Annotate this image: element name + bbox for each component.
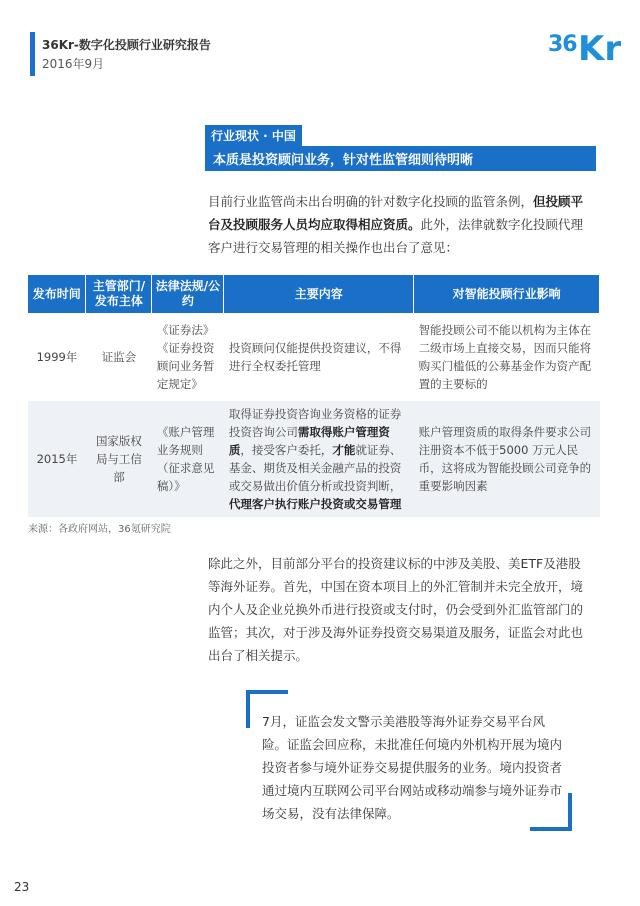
cell-law: 《证券法》《证券投资顾问业务暂定规定》 (152, 313, 224, 401)
report-title: 36Kr-数字化投顾行业研究报告 (42, 38, 211, 52)
policy-table (28, 275, 600, 517)
report-date: 2016年9月 (42, 57, 105, 71)
content-text-c: ，接受客户委托， (240, 443, 333, 457)
intro-bold-text: 但投顾平台及投顾服务人员均应取得相应资质。 (208, 194, 584, 232)
col-header-dept: 主管部门/发布主体 (86, 275, 152, 313)
logo-number: 36 (548, 32, 577, 57)
cell-time: 1999年 (28, 313, 86, 401)
content-bold-d: 才能 (332, 443, 356, 457)
logo-letters: Kr (578, 29, 622, 69)
section-subtitle: 本质是投资顾问业务，针对性监管细则待明晰 (205, 146, 596, 171)
section-tag: 行业现状 · 中国 (205, 125, 302, 146)
intro-text-3: 此外，法律就数字化投顾代理客户进行交易管理的相关操作也出台了意见： (208, 217, 584, 255)
header-accent-bar (30, 32, 35, 76)
cell-dept: 国家版权局与工信部 (86, 401, 152, 517)
table-row (28, 313, 600, 401)
content-bold-b: 需取得账户管理资质 (228, 425, 390, 457)
content-text-a: 取得证券投资咨询业务资格的证券投资咨询公司 (228, 407, 402, 439)
body-paragraph: 除此之外，目前部分平台的投资建议标的中涉及美股、美ETF及港股等海外证券。首先，中国在资本项目上的外汇管制并未完全放开，境内个人及企业兑换外币进行投资或支付时，仍会受到外汇监管部门的监管；其次，对于涉及海外证券投资交易渠道及服务，证监会对此也出台了相关提示。 (208, 556, 584, 663)
content-text-e: 就证券、基金、期货及相关金融产品的投资或交易做出价值分析或投资判断， (228, 443, 402, 493)
cell-time: 2015年 (28, 401, 86, 517)
col-header-time: 发布时间 (28, 275, 86, 313)
cell-content (224, 401, 414, 517)
table-source: 来源：各政府网站，36氪研究院 (28, 524, 171, 535)
col-header-content: 主要内容 (224, 275, 414, 313)
intro-text-1: 目前行业监管尚未出台明确的针对数字化投顾的监管条例， (208, 194, 534, 209)
content-bold-f: 代理客户执行账户投资或交易管理 (228, 497, 402, 511)
intro-paragraph (208, 190, 593, 259)
cell-law: 《账户管理业务规则（征求意见稿）》 (152, 401, 224, 517)
col-header-impact: 对智能投顾行业影响 (414, 275, 600, 313)
table-row (28, 401, 600, 517)
cell-impact: 智能投顾公司不能以机构为主体在二级市场上直接交易，因而只能将购买门槛低的公募基金作为资产配置的主要标的 (414, 313, 600, 401)
page-number: 23 (14, 880, 30, 894)
cell-impact: 账户管理资质的取得条件要求公司注册资本不低于5000 万元人民币，这将成为智能投顾公司竞争的重要影响因素 (414, 401, 600, 517)
table-header-row (28, 275, 600, 313)
cell-content: 投资顾问仅能提供投资建议，不得进行全权委托管理 (224, 313, 414, 401)
cell-dept: 证监会 (86, 313, 152, 401)
col-header-law: 法律法规/公约 (152, 275, 224, 313)
quote-box-text: 7月，证监会发文警示美港股等海外证券交易平台风险。证监会回应称，未批准任何境内外机构开展为境内投资者参与境外证券交易提供服务的业务。境内投资者通过境内互联网公司平台网站或移动端参与境外证券市场交易，没有法律保障。 (262, 714, 563, 821)
